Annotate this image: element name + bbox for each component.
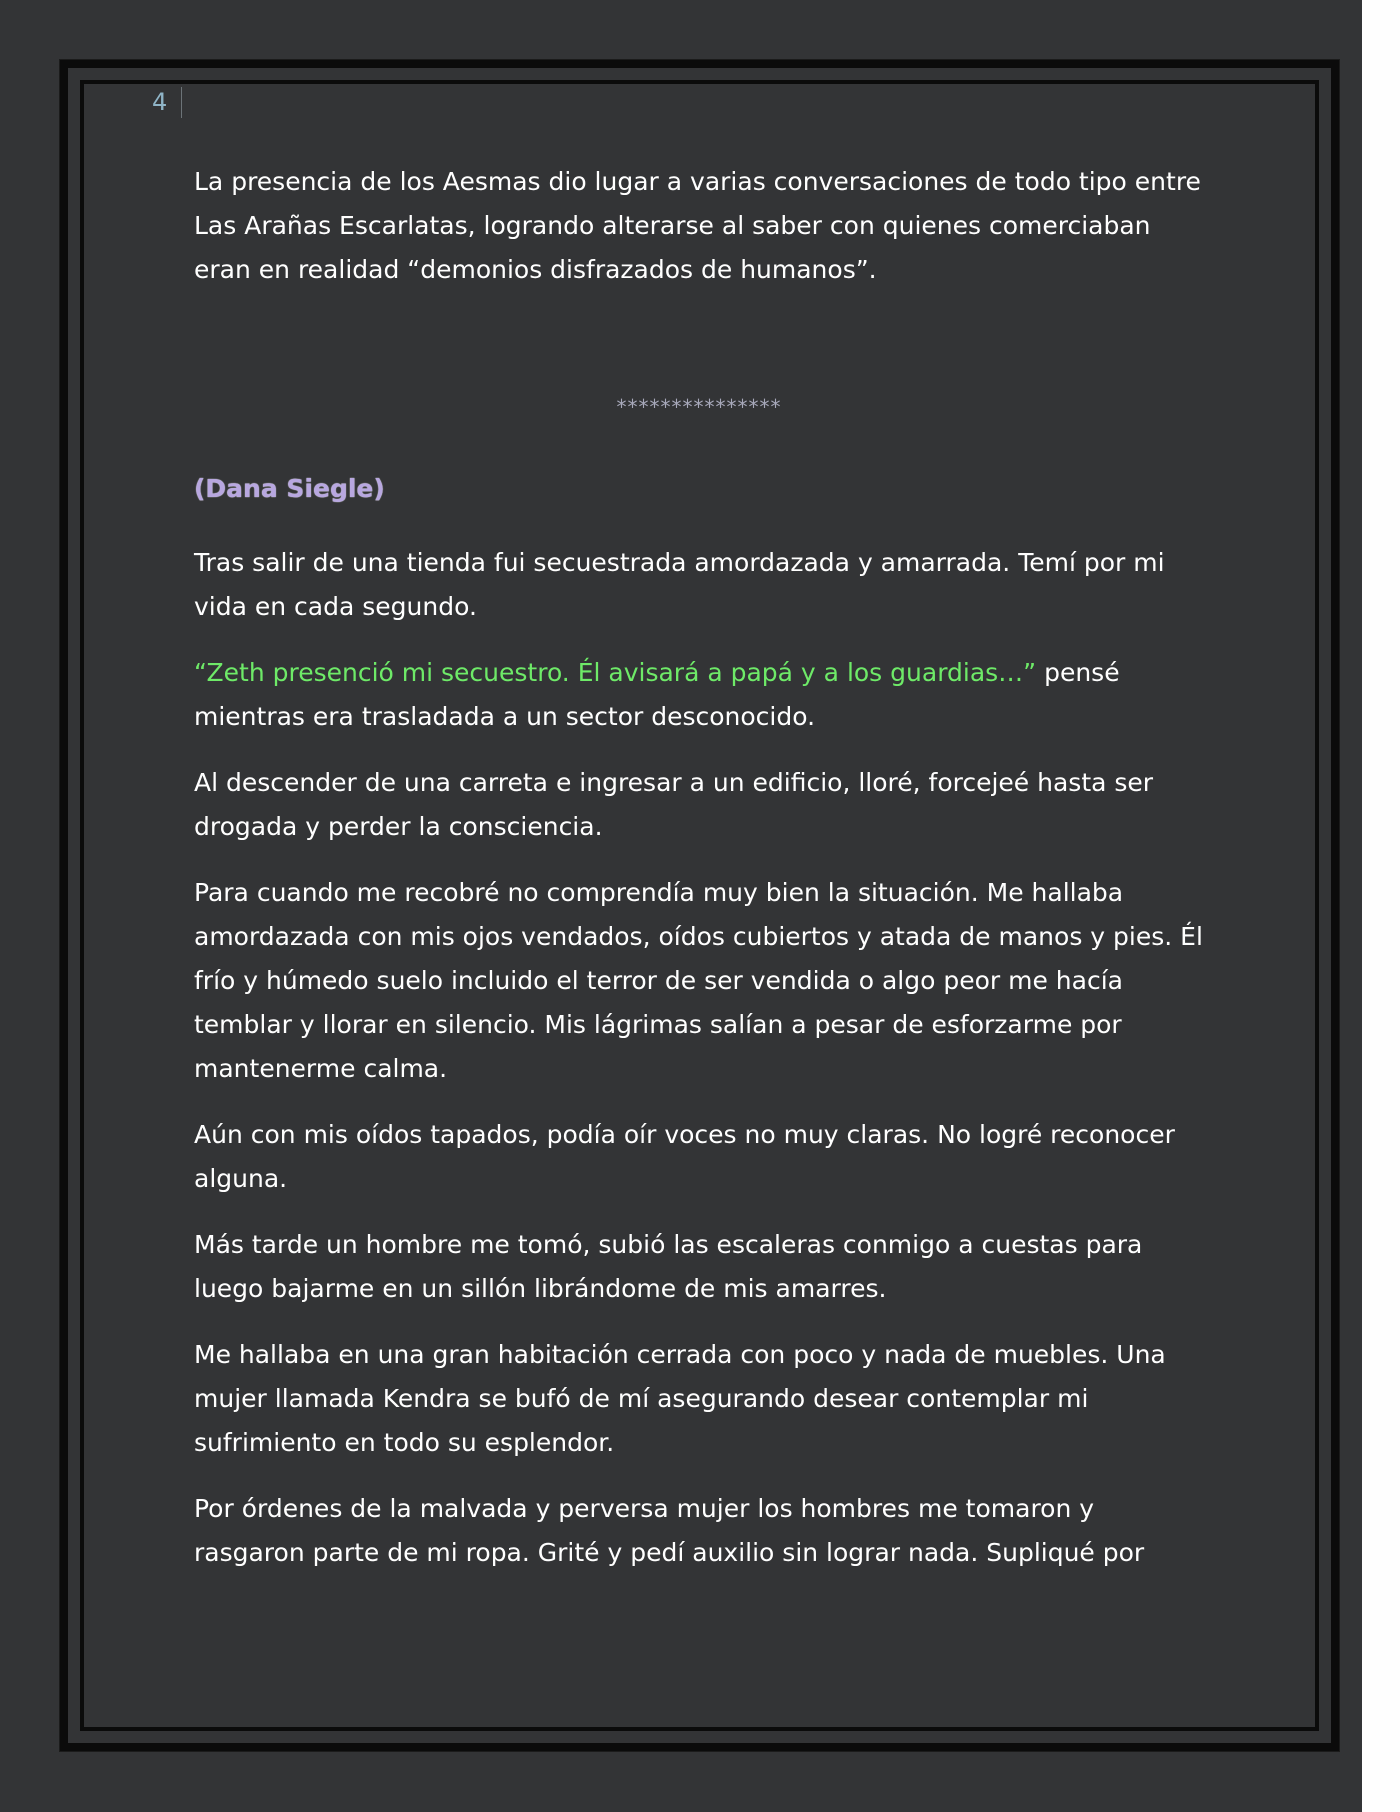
thought-text: “Zeth presenció mi secuestro. Él avisará a papá y a los guardias…” [194,658,1037,687]
section-separator: *************** [616,395,782,419]
page-number-divider [181,87,182,118]
paragraph-6: Aún con mis oídos tapados, podía oír voces no muy claras. No logré reconocer alguna. [194,1120,1175,1193]
paragraph-2: Tras salir de una tienda fui secuestrada amordazada y amarrada. Temí por mi vida en cada segundo. [194,548,1165,621]
paragraph-8: Me hallaba en una gran habitación cerrada con poco y nada de muebles. Una mujer llamada Kendra se bufó de mí asegurando desear contemplar mi sufrimiento en todo su esplendor. [194,1340,1166,1457]
paragraph-1: La presencia de los Aesmas dio lugar a varias conversaciones de todo tipo entre Las Arañas Escarlatas, logrando alterarse al saber con quienes comerciaban eran en realidad “demonios disfrazados de humanos”. [194,167,1201,284]
paragraph-7: Más tarde un hombre me tomó, subió las escaleras conmigo a cuestas para luego bajarme en un sillón librándome de mis amarres. [194,1230,1143,1303]
paragraph-9: Por órdenes de la malvada y perversa mujer los hombres me tomaron y rasgaron parte de mi ropa. Grité y pedí auxilio sin lograr nada. Supliqué por [194,1494,1145,1567]
speaker-heading: (Dana Siegle) [194,474,385,503]
paragraph-3-rest: pensé mientras era trasladada a un sector desconocido. [194,658,1120,731]
paragraph-4: Al descender de una carreta e ingresar a un edificio, lloré, forcejeé hasta ser drogada y perder la consciencia. [194,768,1154,841]
page-number: 4 [152,88,168,116]
document-body [194,160,1204,1597]
paragraph-3 [194,651,1204,739]
paragraph-5: Para cuando me recobré no comprendía muy bien la situación. Me hallaba amordazada con mis ojos vendados, oídos cubiertos y atada de manos y pies. Él frío y húmedo suelo incluido el terror de ser vendida o algo peor me hacía temblar y llorar en silencio. Mis lágrimas salían a pesar de esforzarme por mantenerme calma. [194,878,1203,1083]
